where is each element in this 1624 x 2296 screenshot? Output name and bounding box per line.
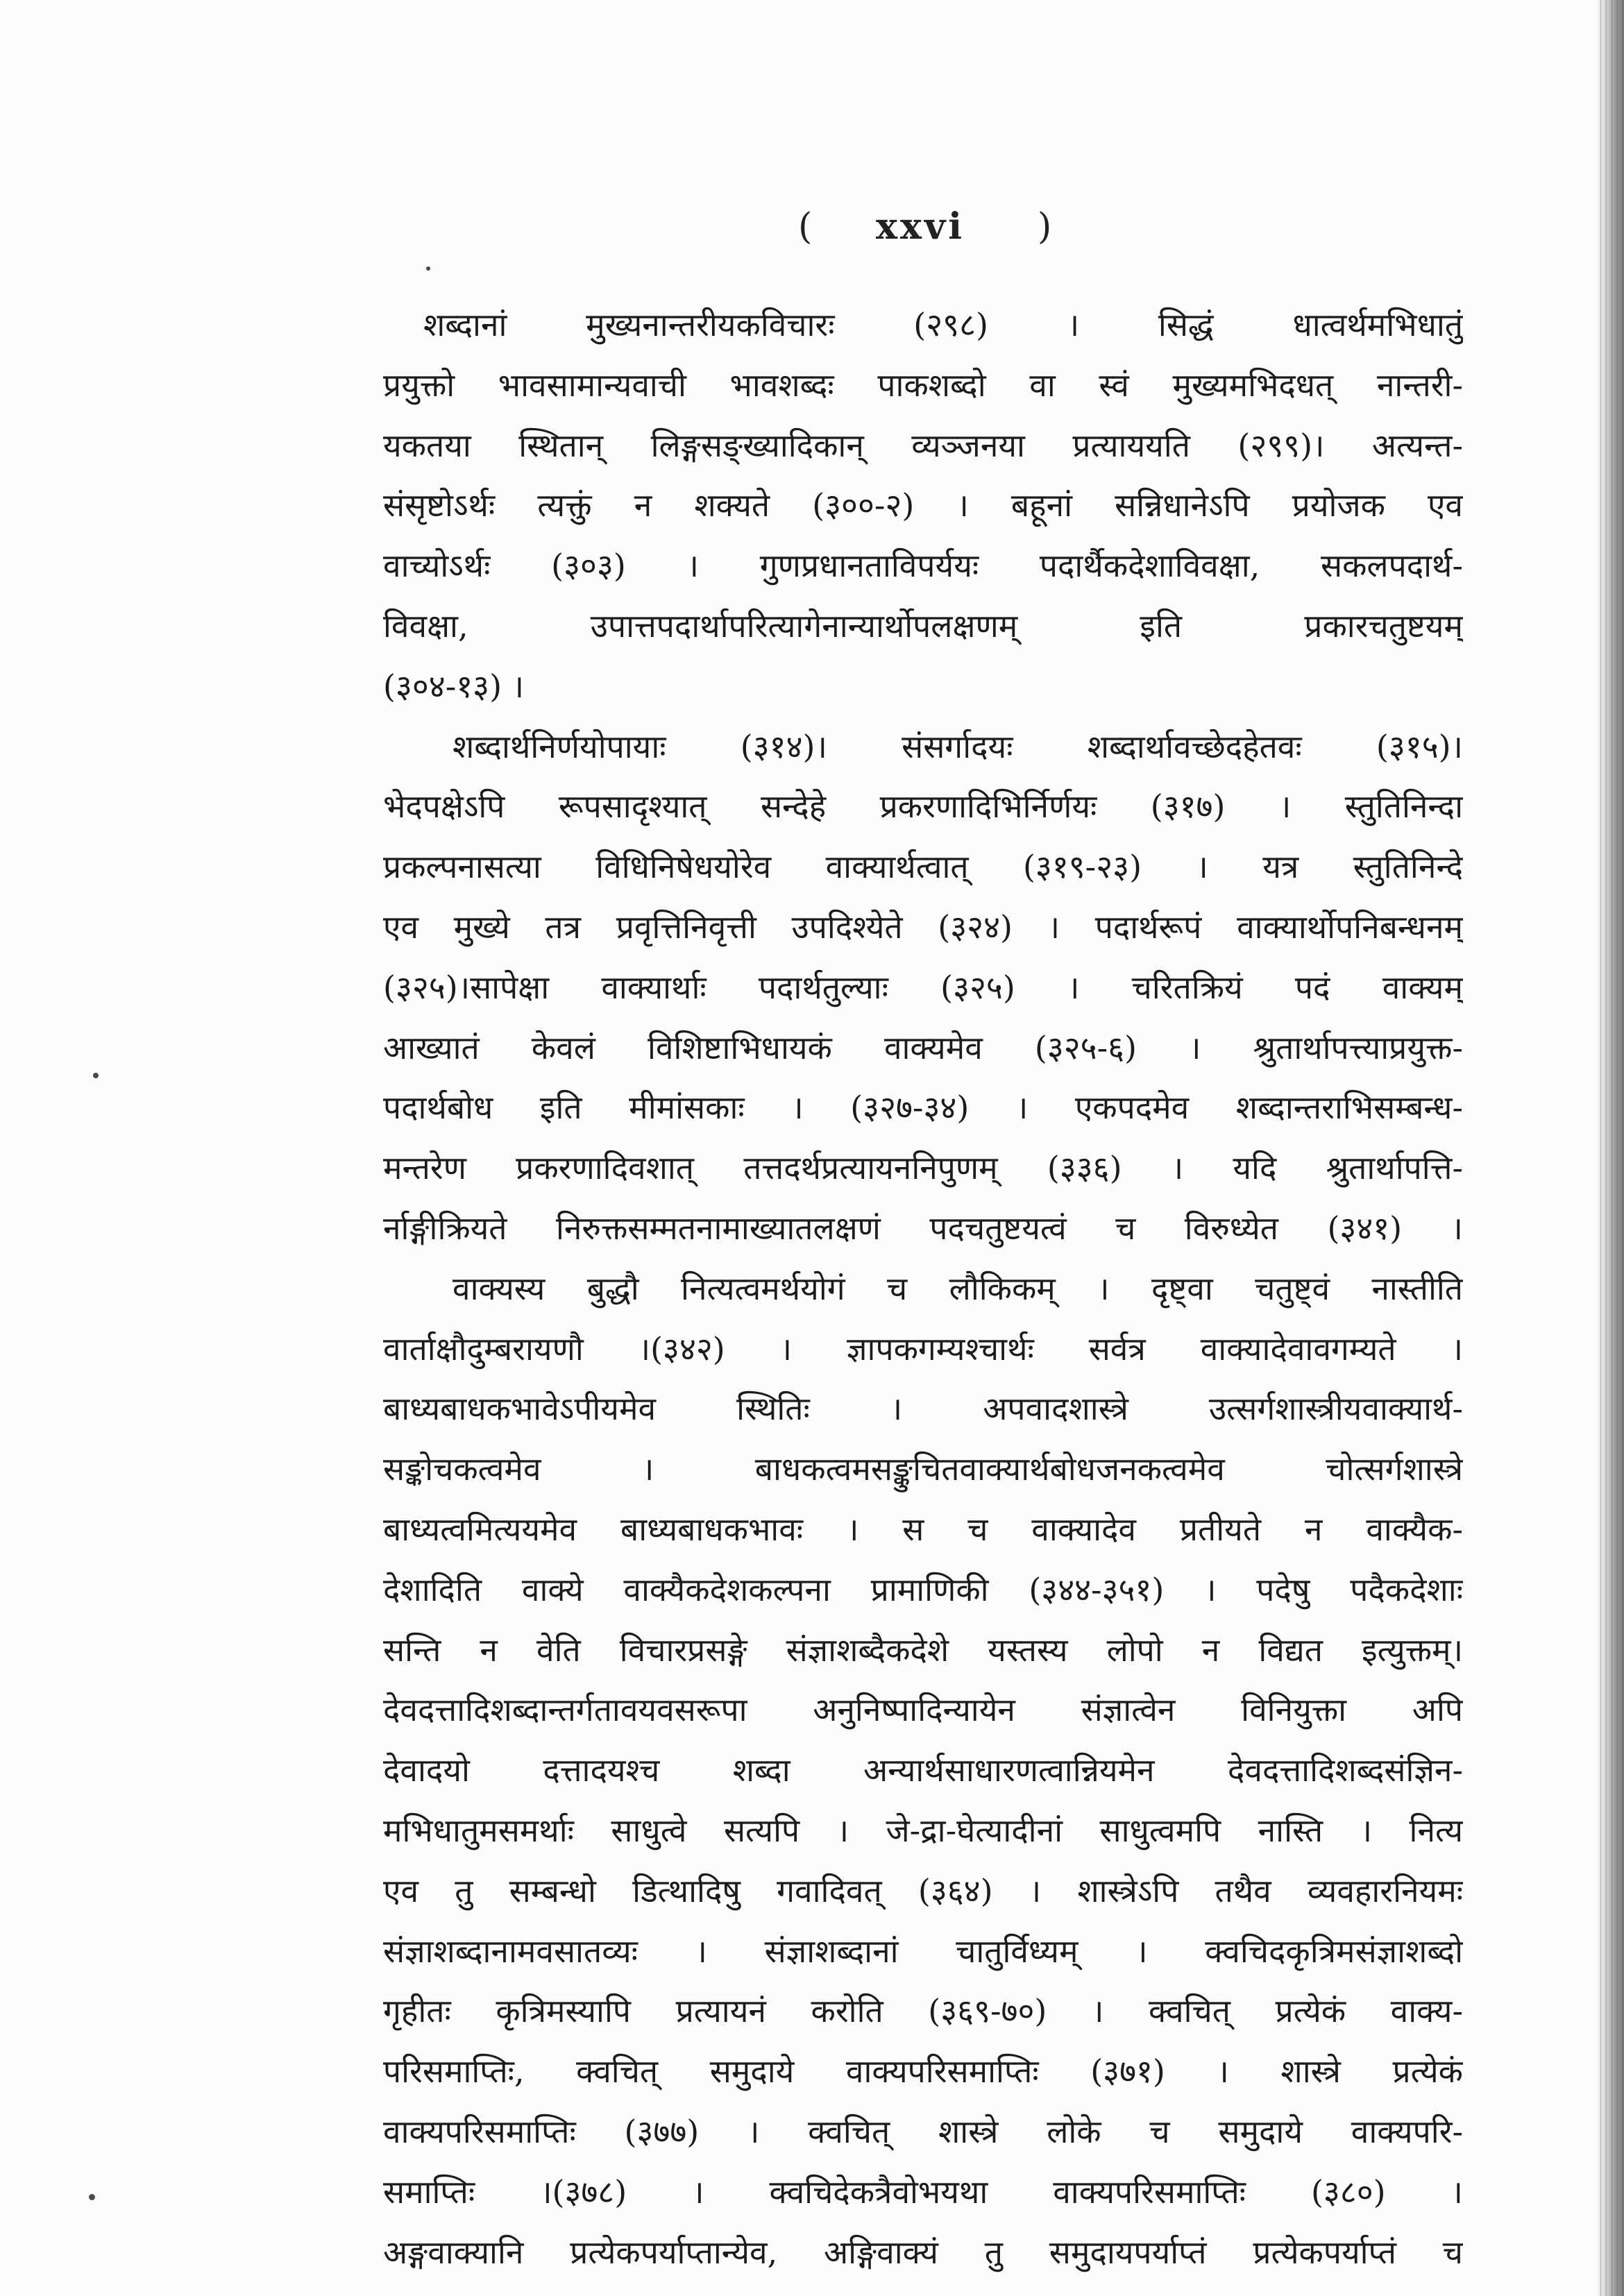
text-line: देवादयो दत्तादयश्च शब्दा अन्यार्थसाधारणत्वान्नियमेन देवदत्तादिशब्दसंज्ञिन- — [383, 1751, 1463, 1789]
page-header — [0, 201, 1624, 253]
text-line: अङ्गवाक्यानि प्रत्येकपर्याप्तान्येव, अङ्गिवाक्यं तु समुदायपर्याप्तं प्रत्येकपर्याप्तं च — [383, 2233, 1463, 2271]
text-line: मन्तरेण प्रकरणादिवशात् तत्तदर्थप्रत्यायननिपुणम् (३३६) । यदि श्रुतार्थापत्ति- — [383, 1149, 1463, 1187]
text-line: एव मुख्ये तत्र प्रवृत्तिनिवृत्ती उपदिश्येते (३२४) । पदार्थरूपं वाक्यार्थोपनिबन्धनम् — [383, 908, 1463, 946]
header-close-paren: ) — [1038, 206, 1052, 248]
text-line: शब्दानां मुख्यनान्तरीयकविचारः (२९८) । सिद्धं धात्वर्थमभिधातुं — [423, 306, 1463, 343]
text-line: यकतया स्थितान् लिङ्गसङ्ख्यादिकान् व्यञ्जनया प्रत्याययति (२९९)। अत्यन्त- — [383, 426, 1463, 464]
text-line: प्रयुक्तो भावसामान्यवाची भावशब्दः पाकशब्दो वा स्वं मुख्यमभिदधत् नान्तरी- — [383, 366, 1463, 404]
text-line: परिसमाप्तिः, क्वचित् समुदाये वाक्यपरिसमाप्तिः (३७१) । शास्त्रे प्रत्येकं — [383, 2052, 1463, 2091]
text-line: सङ्कोचकत्वमेव । बाधकत्वमसङ्कुचितवाक्यार्थबोधजनकत्वमेव चोत्सर्गशास्त्रे — [383, 1450, 1463, 1488]
text-line: (३०४-१३) । — [383, 667, 525, 705]
text-line: प्रकल्पनासत्या विधिनिषेधयोरेव वाक्यार्थत्वात् (३१९-२३) । यत्र स्तुतिनिन्दे — [383, 848, 1463, 886]
text-line: शब्दार्थनिर्णयोपायाः (३१४)। संसर्गादयः शब्दार्थावच्छेदहेतवः (३१५)। — [452, 727, 1463, 765]
text-line: भेदपक्षेऽपि रूपसादृश्यात् सन्देहे प्रकरणादिभिर्निर्णयः (३१७) । स्तुतिनिन्दा — [383, 788, 1463, 826]
paragraph-1 — [383, 295, 1463, 717]
text-line: वाक्यपरिसमाप्तिः (३७७) । क्वचित् शास्त्रे लोके च समुदाये वाक्यपरि- — [383, 2112, 1463, 2150]
text-line: आख्यातं केवलं विशिष्टाभिधायकं वाक्यमेव (३२५-६) । श्रुतार्थापत्त्याप्रयुक्त- — [383, 1028, 1463, 1066]
text-line: संज्ञाशब्दानामवसातव्यः । संज्ञाशब्दानां चातुर्विध्यम् । क्वचिदकृत्रिमसंज्ञाशब्दो — [383, 1932, 1463, 1970]
text-line: (३२५)।सापेक्षा वाक्यार्थाः पदार्थतुल्याः (३२५) । चरितक्रियं पदं वाक्यम् — [383, 968, 1463, 1006]
text-line: देशादिति वाक्ये वाक्यैकदेशकल्पना प्रामाणिकी (३४४-३५१) । पदेषु पदैकदेशाः — [383, 1570, 1463, 1608]
text-line: एव तु सम्बन्धो डित्थादिषु गवादिवत् (३६४) । शास्त्रेऽपि तथैव व्यवहारनियमः — [383, 1871, 1463, 1910]
scan-speck — [93, 1073, 99, 1078]
header-open-paren: ( — [798, 206, 813, 248]
text-line: बाध्यत्वमित्ययमेव बाध्यबाधकभावः । स च वाक्यादेव प्रतीयते न वाक्यैक- — [383, 1510, 1463, 1548]
text-line: मभिधातुमसमर्थाः साधुत्वे सत्यपि । जे-द्रा-घेत्यादीनां साधुत्वमपि नास्ति । नित्य — [383, 1811, 1463, 1849]
scan-speck — [426, 266, 430, 271]
text-line: संसृष्टोऽर्थः त्यक्तुं न शक्यते (३००-२) । बहूनां सन्निधानेऽपि प्रयोजक एव — [383, 486, 1463, 525]
text-line: पदार्थबोध इति मीमांसकाः । (३२७-३४) । एकपदमेव शब्दान्तराभिसम्बन्ध- — [383, 1089, 1463, 1127]
paragraph-2 — [383, 717, 1463, 1259]
text-line: वाक्यस्य बुद्धौ नित्यत्वमर्थयोगं च लौकिकम् । दृष्ट्वा चतुष्ट्वं नास्तीति — [452, 1269, 1463, 1307]
text-line: विवक्षा, उपात्तपदार्थापरित्यागेनान्यार्थोपलक्षणम् इति प्रकारचतुष्टयम् — [383, 606, 1463, 645]
page-number: xxvi — [876, 205, 965, 248]
text-line: समाप्तिः ।(३७८) । क्वचिदेकत्रैवोभयथा वाक्यपरिसमाप्तिः (३८०) । — [383, 2172, 1463, 2211]
text-line: वार्ताक्षौदुम्बरायणौ ।(३४२) । ज्ञापकगम्यश्चार्थः सर्वत्र वाक्यादेवावगम्यते । — [383, 1329, 1463, 1368]
text-line: बाध्यबाधकभावेऽपीयमेव स्थितिः । अपवादशास्त्रे उत्सर्गशास्त्रीयवाक्यार्थ- — [383, 1390, 1463, 1428]
paragraph-3 — [383, 1259, 1463, 2283]
scan-speck — [89, 2194, 95, 2200]
text-line: सन्ति न वेति विचारप्रसङ्गे संज्ञाशब्दैकदेशे यस्तस्य लोपो न विद्यत इत्युक्तम्। — [383, 1631, 1463, 1669]
body-text — [383, 295, 1463, 2282]
text-line: गृहीतः कृत्रिमस्यापि प्रत्यायनं करोति (३६९-७०) । क्वचित् प्रत्येकं वाक्य- — [383, 1992, 1463, 2030]
text-line: र्नाङ्गीक्रियते निरुक्तसम्मतनामाख्यातलक्षणं पदचतुष्टयत्वं च विरुध्येत (३४१) । — [383, 1209, 1463, 1247]
scan-edge-shadow — [1596, 0, 1624, 2296]
text-line: वाच्योऽर्थः (३०३) । गुणप्रधानताविपर्ययः पदार्थैकदेशाविवक्षा, सकलपदार्थ- — [383, 547, 1463, 585]
text-line: देवदत्तादिशब्दान्तर्गतावयवसरूपा अनुनिष्पादिन्यायेन संज्ञात्वेन विनियुक्ता अपि — [383, 1691, 1463, 1729]
